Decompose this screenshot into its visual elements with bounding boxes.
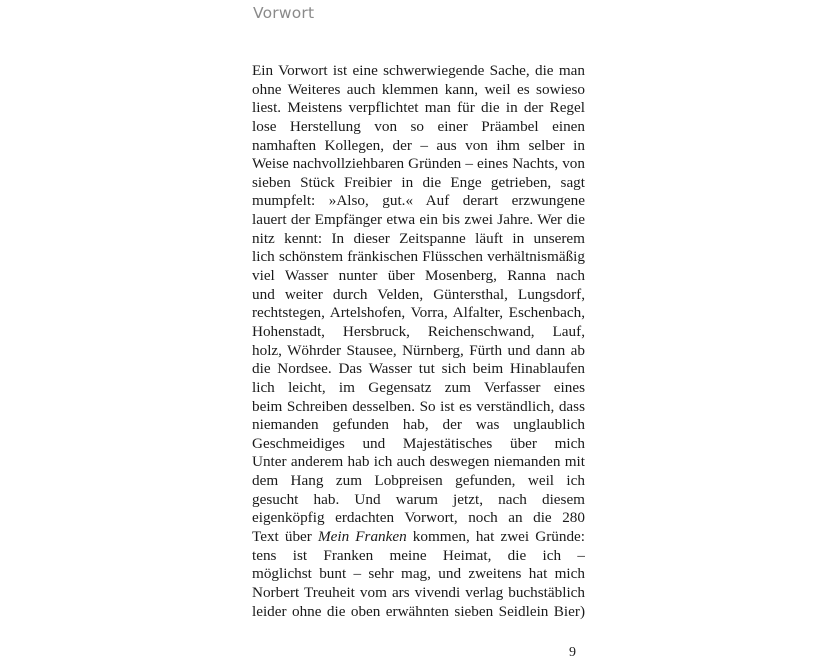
text-segment: namhaften Kollegen, der – aus von ihm selber in (252, 136, 585, 154)
text-line (252, 118, 585, 137)
text-segment: Weise nachvollziehbaren Gründen – eines Nachts, von (252, 155, 585, 173)
text-segment: mumpfelt: »Also, gut.« Auf derart erzwungene (252, 192, 585, 210)
text-line (252, 379, 585, 398)
text-line (252, 528, 585, 547)
text-segment: viel Wasser nunter über Mosenberg, Ranna nach (252, 267, 585, 285)
text-line (252, 211, 585, 230)
text-segment: Text über (252, 528, 318, 546)
text-segment: niemanden gefunden hab, der was unglaublich (252, 416, 585, 434)
text-segment: Hohenstadt, Hersbruck, Reichenschwand, Lauf, (252, 322, 585, 340)
text-line (252, 304, 585, 323)
text-segment: lich leicht, im Gegensatz zum Verfasser eines (252, 378, 585, 396)
text-segment: ohne Weiteres auch klemmen kann, weil es sowieso (252, 80, 585, 98)
text-line (252, 99, 585, 118)
text-line (252, 286, 585, 305)
text-segment: rechtstegen, Artelshofen, Vorra, Alfalter, Eschenbach, (252, 304, 585, 322)
text-line (252, 360, 585, 379)
text-segment: kommen, hat zwei Gründe: (412, 528, 585, 546)
text-segment: Ein Vorwort ist eine schwerwiegende Sache, die man (252, 62, 585, 79)
text-line (252, 491, 585, 510)
text-line (252, 603, 585, 622)
text-segment: nitz kennt: In dieser Zeitspanne läuft in unserem (252, 229, 585, 247)
text-line (252, 81, 585, 100)
text-segment: beim Schreiben desselben. So ist es verständlich, dass (252, 397, 585, 415)
text-segment: Norbert Treuheit vom ars vivendi verlag buchstäblich (252, 583, 585, 601)
text-segment: lose Herstellung von so einer Präambel einen (252, 117, 585, 135)
text-line (252, 62, 585, 81)
running-head: Vorwort (253, 4, 315, 22)
text-line (252, 342, 585, 361)
text-line (252, 416, 585, 435)
text-line (252, 472, 585, 491)
page-number: 9 (569, 645, 576, 660)
text-segment: sieben Stück Freibier in die Enge getrieben, sagt (252, 173, 585, 191)
text-line (252, 230, 585, 249)
text-line (252, 453, 585, 472)
text-line (252, 565, 585, 584)
text-segment: Geschmeidiges und Majestätisches über mich (252, 434, 585, 452)
text-line (252, 137, 585, 156)
text-line (252, 155, 585, 174)
text-segment: Unter anderem hab ich auch deswegen niemanden mit (252, 453, 585, 471)
text-segment: lich schönstem fränkischen Flüsschen verhältnismäßig (252, 248, 585, 266)
text-segment: tens ist Franken meine Heimat, die ich – (252, 546, 585, 564)
text-segment: und weiter durch Velden, Güntersthal, Lungsdorf, (252, 285, 585, 303)
italic-title: Mein Franken (317, 528, 407, 546)
text-line (252, 435, 585, 454)
text-segment: möglichst bunt – sehr mag, und zweitens hat mich (252, 565, 585, 583)
text-line (252, 509, 585, 528)
body-text (252, 62, 585, 621)
text-segment: liest. Meistens verpflichtet man für die in der Regel (252, 99, 585, 117)
text-line (252, 267, 585, 286)
text-line (252, 192, 585, 211)
text-segment: die Nordsee. Das Wasser tut sich beim Hinablaufen (252, 360, 585, 378)
text-segment: eigenköpfig erdachten Vorwort, noch an die 280 (252, 509, 585, 527)
text-segment: holz, Wöhrder Stausee, Nürnberg, Fürth und dann ab (252, 341, 585, 359)
text-line (252, 248, 585, 267)
text-segment: lauert der Empfänger etwa ein bis zwei Jahre. Wer die (252, 211, 585, 229)
text-segment: dem Hang zum Lobpreisen gefunden, weil ich (252, 472, 585, 490)
text-segment: leider ohne die oben erwähnten sieben Seidlein Bier) (252, 602, 585, 620)
text-line (252, 174, 585, 193)
text-line (252, 547, 585, 566)
text-line (252, 584, 585, 603)
text-segment: gesucht hab. Und warum jetzt, nach diesem (252, 490, 585, 508)
text-line (252, 323, 585, 342)
text-line (252, 398, 585, 417)
